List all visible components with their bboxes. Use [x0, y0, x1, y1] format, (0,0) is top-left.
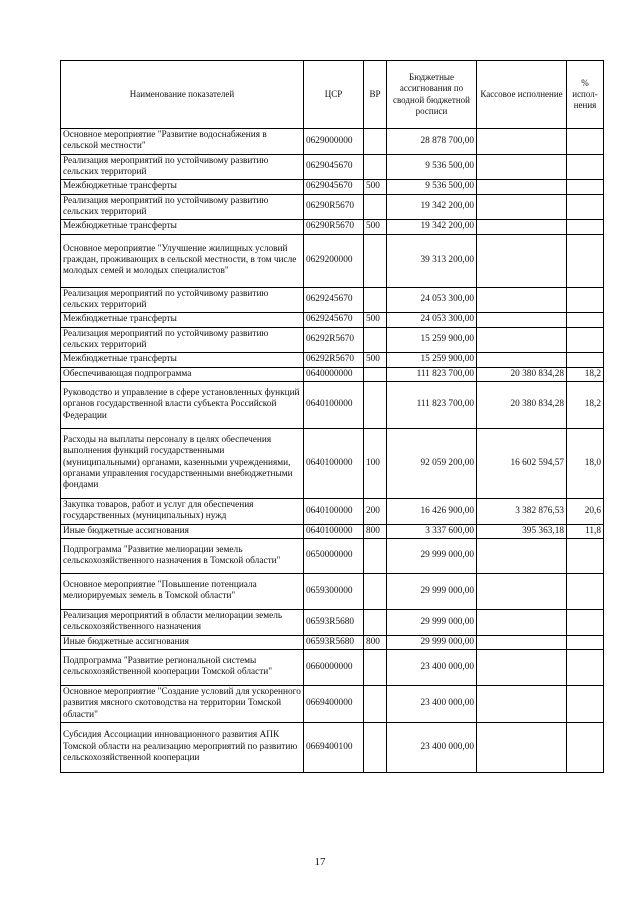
- header-budget: Бюджетные ассигнования по сводной бюджетной росписи: [387, 61, 477, 129]
- row-budget-cell: 111 823 700,00: [387, 381, 477, 428]
- row-csr-cell: 06593R5680: [304, 609, 364, 635]
- row-percent-cell: [567, 194, 604, 220]
- row-percent-cell: [567, 573, 604, 609]
- row-percent-cell: [567, 180, 604, 194]
- row-budget-cell: 24 053 300,00: [387, 287, 477, 313]
- row-csr-cell: 0629045670: [304, 154, 364, 180]
- row-cash-cell: [477, 220, 567, 234]
- row-vr-cell: 200: [364, 498, 387, 524]
- row-budget-cell: 39 313 200,00: [387, 234, 477, 287]
- table-row: [61, 649, 604, 685]
- row-csr-cell: 06593R5680: [304, 635, 364, 649]
- row-cash-cell: 20 380 834,28: [477, 367, 567, 381]
- row-cash-cell: [477, 287, 567, 313]
- row-vr-cell: 800: [364, 524, 387, 538]
- row-name-cell: Межбюджетные трансферты: [61, 180, 304, 194]
- row-cash-cell: 20 380 834,28: [477, 381, 567, 428]
- table-body: [61, 129, 604, 773]
- table-row: [61, 287, 604, 313]
- row-name-cell: Основное мероприятие "Улучшение жилищных условий граждан, проживающих в сельской местности, в том числе молодых семей и молодых специалистов": [61, 234, 304, 287]
- row-name-cell: Реализация мероприятий по устойчивому развитию сельских территорий: [61, 194, 304, 220]
- row-budget-cell: 19 342 200,00: [387, 220, 477, 234]
- row-name-cell: Реализация мероприятий по устойчивому развитию сельских территорий: [61, 287, 304, 313]
- row-cash-cell: [477, 154, 567, 180]
- row-cash-cell: 16 602 594,57: [477, 428, 567, 498]
- row-budget-cell: 23 400 000,00: [387, 649, 477, 685]
- row-name-cell: Основное мероприятие "Создание условий для ускоренного развития мясного скотоводства на территории Томской области": [61, 685, 304, 722]
- budget-execution-table: [60, 60, 604, 773]
- row-csr-cell: 06292R5670: [304, 327, 364, 353]
- row-percent-cell: 11,8: [567, 524, 604, 538]
- row-vr-cell: [364, 538, 387, 573]
- row-vr-cell: 500: [364, 180, 387, 194]
- row-csr-cell: 0659300000: [304, 573, 364, 609]
- row-vr-cell: [364, 381, 387, 428]
- row-cash-cell: [477, 327, 567, 353]
- row-name-cell: Реализация мероприятий в области мелиорации земель сельскохозяйственного назначения: [61, 609, 304, 635]
- row-csr-cell: 06290R5670: [304, 220, 364, 234]
- row-vr-cell: [364, 685, 387, 722]
- row-percent-cell: [567, 287, 604, 313]
- row-vr-cell: [364, 154, 387, 180]
- row-cash-cell: [477, 194, 567, 220]
- table-row: [61, 722, 604, 772]
- row-percent-cell: [567, 129, 604, 155]
- row-cash-cell: [477, 722, 567, 772]
- row-csr-cell: 0669400100: [304, 722, 364, 772]
- table-row: [61, 353, 604, 367]
- row-cash-cell: 395 363,18: [477, 524, 567, 538]
- row-vr-cell: [364, 287, 387, 313]
- row-csr-cell: 0629000000: [304, 129, 364, 155]
- table-row: [61, 194, 604, 220]
- header-name: Наименование показателей: [61, 61, 304, 129]
- row-percent-cell: 18,2: [567, 381, 604, 428]
- row-budget-cell: 9 536 500,00: [387, 154, 477, 180]
- table-row: [61, 327, 604, 353]
- row-vr-cell: 500: [364, 353, 387, 367]
- row-cash-cell: [477, 649, 567, 685]
- table-row: [61, 498, 604, 524]
- row-budget-cell: 29 999 000,00: [387, 573, 477, 609]
- row-csr-cell: 0650000000: [304, 538, 364, 573]
- row-name-cell: Основное мероприятие "Развитие водоснабжения в сельской местности": [61, 129, 304, 155]
- row-percent-cell: [567, 154, 604, 180]
- table-row: [61, 180, 604, 194]
- row-percent-cell: [567, 722, 604, 772]
- row-budget-cell: 92 059 200,00: [387, 428, 477, 498]
- row-csr-cell: 0629200000: [304, 234, 364, 287]
- table-row: [61, 573, 604, 609]
- row-name-cell: Иные бюджетные ассигнования: [61, 524, 304, 538]
- row-csr-cell: 06292R5670: [304, 353, 364, 367]
- row-csr-cell: 0629245670: [304, 313, 364, 327]
- row-csr-cell: 0629245670: [304, 287, 364, 313]
- table-row: [61, 220, 604, 234]
- row-percent-cell: 18,2: [567, 367, 604, 381]
- row-vr-cell: 500: [364, 313, 387, 327]
- row-vr-cell: 500: [364, 220, 387, 234]
- table-row: [61, 313, 604, 327]
- row-cash-cell: [477, 609, 567, 635]
- row-vr-cell: 100: [364, 428, 387, 498]
- table-row: [61, 234, 604, 287]
- table-row: [61, 609, 604, 635]
- row-name-cell: Подпрограмма "Развитие мелиорации земель сельскохозяйственного назначения в Томской области": [61, 538, 304, 573]
- row-name-cell: Подпрограмма "Развитие региональной системы сельскохозяйственной кооперации Томской области": [61, 649, 304, 685]
- header-cash: Кассовое исполнение: [477, 61, 567, 129]
- row-name-cell: Реализация мероприятий по устойчивому развитию сельских территорий: [61, 327, 304, 353]
- header-vr: ВР: [364, 61, 387, 129]
- row-vr-cell: [364, 327, 387, 353]
- row-budget-cell: 9 536 500,00: [387, 180, 477, 194]
- row-percent-cell: [567, 635, 604, 649]
- row-budget-cell: 16 426 900,00: [387, 498, 477, 524]
- row-cash-cell: [477, 635, 567, 649]
- row-name-cell: Обеспечивающая подпрограмма: [61, 367, 304, 381]
- row-name-cell: Расходы на выплаты персоналу в целях обеспечения выполнения функций государственными (муниципальными) органами, казенными учреждениями, органами управления государственными внебюджетными фондами: [61, 428, 304, 498]
- row-percent-cell: 18,0: [567, 428, 604, 498]
- row-budget-cell: 24 053 300,00: [387, 313, 477, 327]
- row-vr-cell: [364, 573, 387, 609]
- row-name-cell: Межбюджетные трансферты: [61, 220, 304, 234]
- row-csr-cell: 0660000000: [304, 649, 364, 685]
- row-budget-cell: 111 823 700,00: [387, 367, 477, 381]
- row-budget-cell: 15 259 900,00: [387, 327, 477, 353]
- row-cash-cell: [477, 180, 567, 194]
- row-percent-cell: [567, 685, 604, 722]
- row-csr-cell: 06290R5670: [304, 194, 364, 220]
- row-cash-cell: [477, 234, 567, 287]
- row-vr-cell: [364, 722, 387, 772]
- row-name-cell: Иные бюджетные ассигнования: [61, 635, 304, 649]
- row-cash-cell: [477, 313, 567, 327]
- header-percent: % испол-нения: [567, 61, 604, 129]
- row-budget-cell: 3 337 600,00: [387, 524, 477, 538]
- table-row: [61, 428, 604, 498]
- row-name-cell: Межбюджетные трансферты: [61, 313, 304, 327]
- row-name-cell: Субсидия Ассоциации инновационного развития АПК Томской области на реализацию мероприятий по развитию сельскохозяйственной кооперации: [61, 722, 304, 772]
- row-budget-cell: 15 259 900,00: [387, 353, 477, 367]
- row-vr-cell: [364, 234, 387, 287]
- row-vr-cell: [364, 609, 387, 635]
- row-percent-cell: 20,6: [567, 498, 604, 524]
- row-csr-cell: 0640100000: [304, 524, 364, 538]
- row-vr-cell: [364, 367, 387, 381]
- row-name-cell: Реализация мероприятий по устойчивому развитию сельских территорий: [61, 154, 304, 180]
- row-cash-cell: [477, 538, 567, 573]
- row-csr-cell: 0629045670: [304, 180, 364, 194]
- row-csr-cell: 0640100000: [304, 498, 364, 524]
- header-csr: ЦСР: [304, 61, 364, 129]
- row-name-cell: Руководство и управление в сфере установленных функций органов государственной власти субъекта Российской Федерации: [61, 381, 304, 428]
- table-row: [61, 129, 604, 155]
- row-budget-cell: 19 342 200,00: [387, 194, 477, 220]
- row-name-cell: Межбюджетные трансферты: [61, 353, 304, 367]
- table-row: [61, 635, 604, 649]
- row-cash-cell: [477, 129, 567, 155]
- row-csr-cell: 0640100000: [304, 428, 364, 498]
- row-budget-cell: 29 999 000,00: [387, 538, 477, 573]
- row-budget-cell: 23 400 000,00: [387, 685, 477, 722]
- row-vr-cell: [364, 194, 387, 220]
- row-budget-cell: 28 878 700,00: [387, 129, 477, 155]
- row-name-cell: Закупка товаров, работ и услуг для обеспечения государственных (муниципальных) нужд: [61, 498, 304, 524]
- row-cash-cell: [477, 353, 567, 367]
- page-number: 17: [314, 856, 326, 868]
- row-percent-cell: [567, 353, 604, 367]
- row-percent-cell: [567, 327, 604, 353]
- row-vr-cell: [364, 649, 387, 685]
- row-csr-cell: 0669400000: [304, 685, 364, 722]
- row-percent-cell: [567, 234, 604, 287]
- row-percent-cell: [567, 313, 604, 327]
- row-vr-cell: 800: [364, 635, 387, 649]
- row-vr-cell: [364, 129, 387, 155]
- row-cash-cell: 3 382 876,53: [477, 498, 567, 524]
- row-csr-cell: 0640100000: [304, 381, 364, 428]
- row-cash-cell: [477, 573, 567, 609]
- row-budget-cell: 29 999 000,00: [387, 635, 477, 649]
- row-budget-cell: 29 999 000,00: [387, 609, 477, 635]
- row-percent-cell: [567, 609, 604, 635]
- row-percent-cell: [567, 538, 604, 573]
- table-row: [61, 367, 604, 381]
- table-header-row: [61, 61, 604, 129]
- row-cash-cell: [477, 685, 567, 722]
- table-row: [61, 524, 604, 538]
- row-csr-cell: 0640000000: [304, 367, 364, 381]
- table-row: [61, 154, 604, 180]
- row-percent-cell: [567, 220, 604, 234]
- row-name-cell: Основное мероприятие "Повышение потенциала мелиорируемых земель в Томской области": [61, 573, 304, 609]
- row-percent-cell: [567, 649, 604, 685]
- table-row: [61, 538, 604, 573]
- table-row: [61, 685, 604, 722]
- table-row: [61, 381, 604, 428]
- row-budget-cell: 23 400 000,00: [387, 722, 477, 772]
